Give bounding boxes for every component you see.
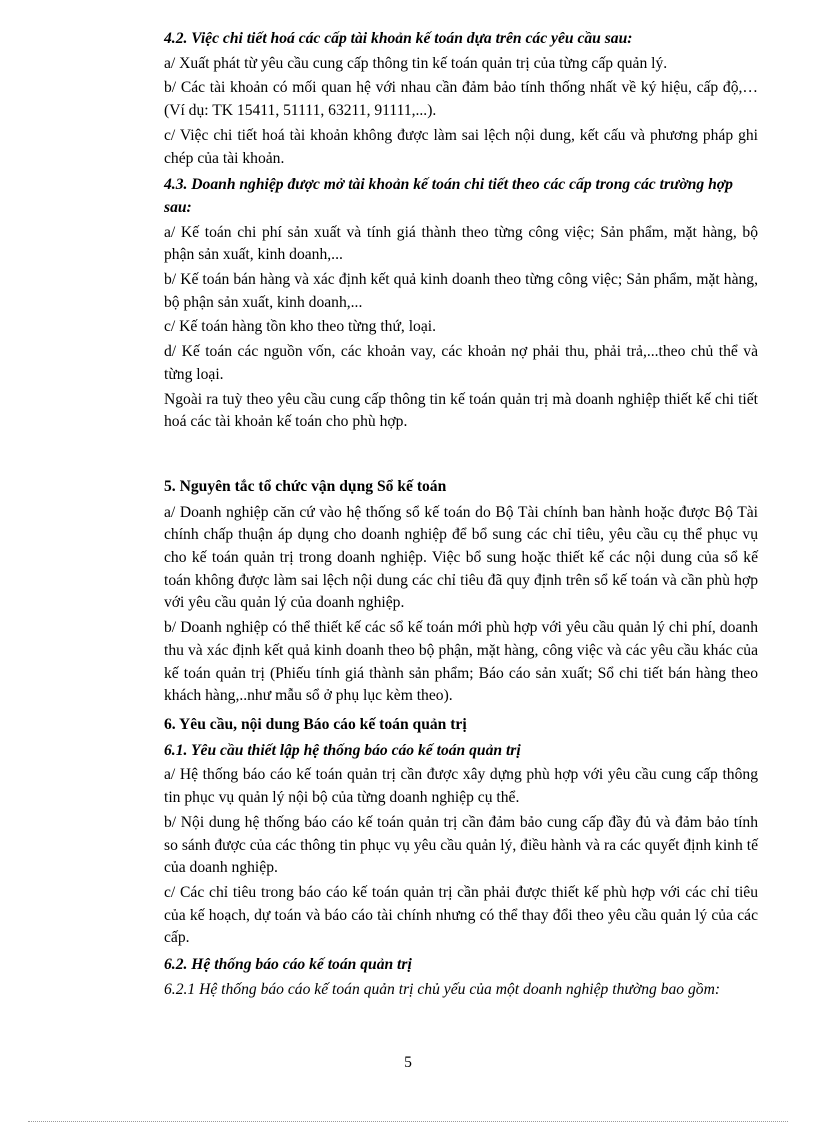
paragraph: Ngoài ra tuỳ theo yêu cầu cung cấp thông tin kế toán quản trị mà doanh nghiệp thiết kế chi tiết hoá các tài khoản kế toán cho phù hợp. — [164, 390, 758, 431]
section-6-1-heading: 6.1. Yêu cầu thiết lập hệ thống báo cáo kế toán quản trị — [164, 741, 521, 759]
section-6-2-1-text: 6.2.1 Hệ thống báo cáo kế toán quản trị chủ yếu của một doanh nghiệp thường bao gồm: — [164, 980, 721, 998]
paragraph: b/ Doanh nghiệp có thể thiết kế các sổ kế toán mới phù hợp với yêu cầu quản lý chi phí, doanh thu và xác định kết quả kinh doanh theo bộ phận, mặt hàng, công việc và các yêu cầu khác của kế toán quản trị (Phiếu tính giá thành sản phẩm; Báo cáo sản xuất; Sổ chi tiết bán hàng theo khách hàng,..như mẫu sổ ở phụ lục kèm theo). — [164, 619, 758, 705]
page-bottom-divider — [28, 1121, 788, 1122]
paragraph: c/ Các chỉ tiêu trong báo cáo kế toán quản trị cần phải được thiết kế phù hợp với các chỉ tiêu của kế hoạch, dự toán và báo cáo tài chính nhưng có thể thay đổi theo yêu cầu quản lý của các cấp. — [164, 883, 758, 947]
paragraph: c/ Kế toán hàng tồn kho theo từng thứ, loại. — [164, 318, 436, 336]
document-page — [164, 28, 758, 1001]
paragraph: a/ Kế toán chi phí sản xuất và tính giá thành theo từng công việc; Sản phẩm, mặt hàng, bộ phận sản xuất, kinh doanh,... — [164, 223, 758, 264]
paragraph: a/ Doanh nghiệp căn cứ vào hệ thống sổ kế toán do Bộ Tài chính ban hành hoặc được Bộ Tài chính chấp thuận áp dụng cho doanh nghiệp để bổ sung các chỉ tiêu, yêu cầu cụ thể phục vụ cho kế toán quản trị trong doanh nghiệp. Việc bổ sung hoặc thiết kế các nội dung của sổ kế toán không được làm sai lệch nội dung các chỉ tiêu đã quy định trên sổ kế toán và cần phù hợp với yêu cầu quản lý của doanh nghiệp. — [164, 503, 758, 612]
paragraph: a/ Hệ thống báo cáo kế toán quản trị cần được xây dựng phù hợp với yêu cầu cung cấp thông tin phục vụ quản lý nội bộ của từng doanh nghiệp cụ thể. — [164, 766, 758, 807]
section-6-2-heading: 6.2. Hệ thống báo cáo kế toán quản trị — [164, 956, 412, 974]
paragraph: d/ Kế toán các nguồn vốn, các khoản vay, các khoản nợ phải thu, phải trả,...theo chủ thể và từng loại. — [164, 343, 758, 383]
section-4-3-heading: 4.3. Doanh nghiệp được mở tài khoản kế toán chi tiết theo các cấp trong các trường hợp sau: — [164, 176, 733, 216]
page-number: 5 — [404, 1054, 412, 1071]
paragraph: b/ Các tài khoản có mối quan hệ với nhau cần đảm bảo tính thống nhất về ký hiệu, cấp độ,…(Ví dụ: TK 15411, 51111, 63211, 91111,...). — [164, 79, 758, 120]
paragraph: a/ Xuất phát từ yêu cầu cung cấp thông tin kế toán quản trị của từng cấp quản lý. — [164, 54, 668, 72]
section-6-heading: 6. Yêu cầu, nội dung Báo cáo kế toán quản trị — [164, 715, 467, 733]
spacer — [164, 436, 758, 476]
section-4-2-heading: 4.2. Việc chi tiết hoá các cấp tài khoản kế toán dựa trên các yêu cầu sau: — [164, 30, 633, 47]
section-5-heading: 5. Nguyên tắc tổ chức vận dụng Sổ kế toán — [164, 477, 447, 495]
paragraph: b/ Kế toán bán hàng và xác định kết quả kinh doanh theo từng công việc; Sản phẩm, mặt hàng, bộ phận sản xuất, kinh doanh,... — [164, 271, 758, 311]
paragraph: c/ Việc chi tiết hoá tài khoản không được làm sai lệch nội dung, kết cấu và phương pháp ghi chép của tài khoản. — [164, 126, 758, 167]
paragraph: b/ Nội dung hệ thống báo cáo kế toán quản trị cần đảm bảo cung cấp đầy đủ và đảm bảo tính so sánh được của các thông tin phục vụ yêu cầu quản lý, điều hành và ra các quyết định kinh tế của doanh nghiệp. — [164, 813, 758, 877]
